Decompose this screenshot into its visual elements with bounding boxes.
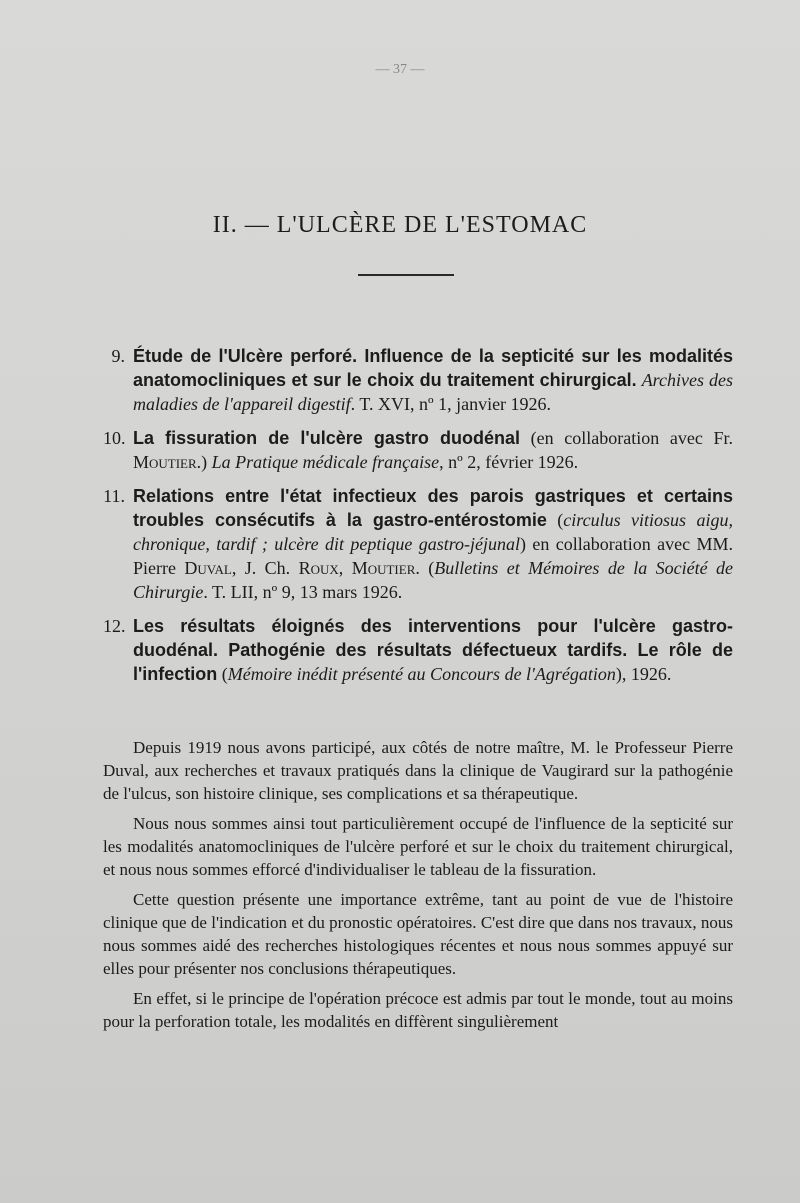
- paragraph: Cette question présente une importance extrême, tant au point de vue de l'histoire clinique que de l'indication et du pronostic opératoires. C'est dire que dans nos travaux, nous nous sommes aidé des recherches histologiques récentes et nous nous sommes appuyé sur elles pour présenter nos conclusions thérapeutiques.: [103, 890, 733, 978]
- entry-number: 9.: [111, 346, 125, 366]
- bibliography-entry-10: [103, 426, 733, 474]
- bibliography-entry-9: [103, 344, 733, 416]
- bibliography-entry-12: [103, 614, 733, 686]
- entry-author: Moutier: [351, 558, 416, 578]
- entry-subtitle: circulus vitiosus aigu, chronique, tardif ; ulcère dit peptique gastro-jéjunal: [133, 510, 734, 554]
- page-number: — 37 —: [375, 62, 425, 77]
- entry-collab: (en collaboration avec Fr.: [520, 428, 733, 448]
- entry-details: . T. LII, nº 9, 13 mars 1926.: [203, 582, 403, 602]
- entry-text: . (: [415, 558, 435, 578]
- entry-number: 12.: [103, 616, 126, 636]
- entry-number: 11.: [103, 486, 125, 506]
- entry-text: (: [546, 510, 564, 530]
- entry-journal: La Pratique médicale française: [211, 452, 440, 472]
- entry-details: . T. XVI, nº 1, janvier 1926.: [350, 394, 552, 414]
- entry-author: Moutier: [133, 452, 197, 472]
- paragraph: En effet, si le principe de l'opération précoce est admis par tout le monde, tout au moins pour la perforation totale, les modalités en diffèrent singulièrement: [103, 989, 733, 1031]
- paragraph: Nous nous sommes ainsi tout particulièrement occupé de l'influence de la septicité sur les modalités anatomocliniques de l'ulcère perforé et sur le choix du traitement chirurgical, et nous nous sommes efforcé d'individualiser le tableau de la fissuration.: [103, 814, 733, 879]
- entry-note: Mémoire inédit présenté au Concours de l'Agrégation: [227, 664, 616, 684]
- entry-title: Les résultats éloignés des interventions pour l'ulcère gastro-duodénal. Pathogénie des résultats défectueux tardifs. Le rôle de l'infection: [133, 616, 733, 684]
- bibliography-list: [103, 344, 733, 696]
- section-heading: II. — L'ULCÈRE DE L'ESTOMAC: [212, 212, 588, 238]
- entry-text: , J. Ch.: [231, 558, 299, 578]
- entry-text: ,: [338, 558, 352, 578]
- heading-rule: [358, 274, 454, 276]
- entry-title: Étude de l'Ulcère perforé. Influence de la septicité sur les modalités anatomocliniques et sur le choix du traitement chirurgical.: [133, 346, 733, 390]
- entry-text: (: [217, 664, 228, 684]
- entry-collab: ) en collaboration avec MM. Pierre: [133, 534, 733, 578]
- entry-details: ), 1926.: [615, 664, 672, 684]
- entry-journal: Bulletins et Mémoires de la Société de Chirurgie: [133, 558, 734, 602]
- body-text: [103, 736, 733, 1040]
- entry-number: 10.: [103, 428, 126, 448]
- entry-text: .): [196, 452, 212, 472]
- paragraph: Depuis 1919 nous avons participé, aux côtés de notre maître, M. le Professeur Pierre Duval, aux recherches et travaux pratiqués dans la clinique de Vaugirard sur la pathogénie de l'ulcus, son histoire clinique, ses complications et sa thérapeutique.: [103, 738, 733, 803]
- entry-author: Roux: [298, 558, 339, 578]
- entry-title: La fissuration de l'ulcère gastro duodénal: [133, 428, 521, 448]
- entry-details: , nº 2, février 1926.: [439, 452, 579, 472]
- entry-title: Relations entre l'état infectieux des parois gastriques et certains troubles consécutifs à la gastro-entérostomie: [133, 486, 733, 530]
- bibliography-entry-11: [103, 484, 733, 604]
- entry-author: Duval: [184, 558, 232, 578]
- entry-journal: Archives des maladies de l'appareil digestif: [133, 370, 733, 414]
